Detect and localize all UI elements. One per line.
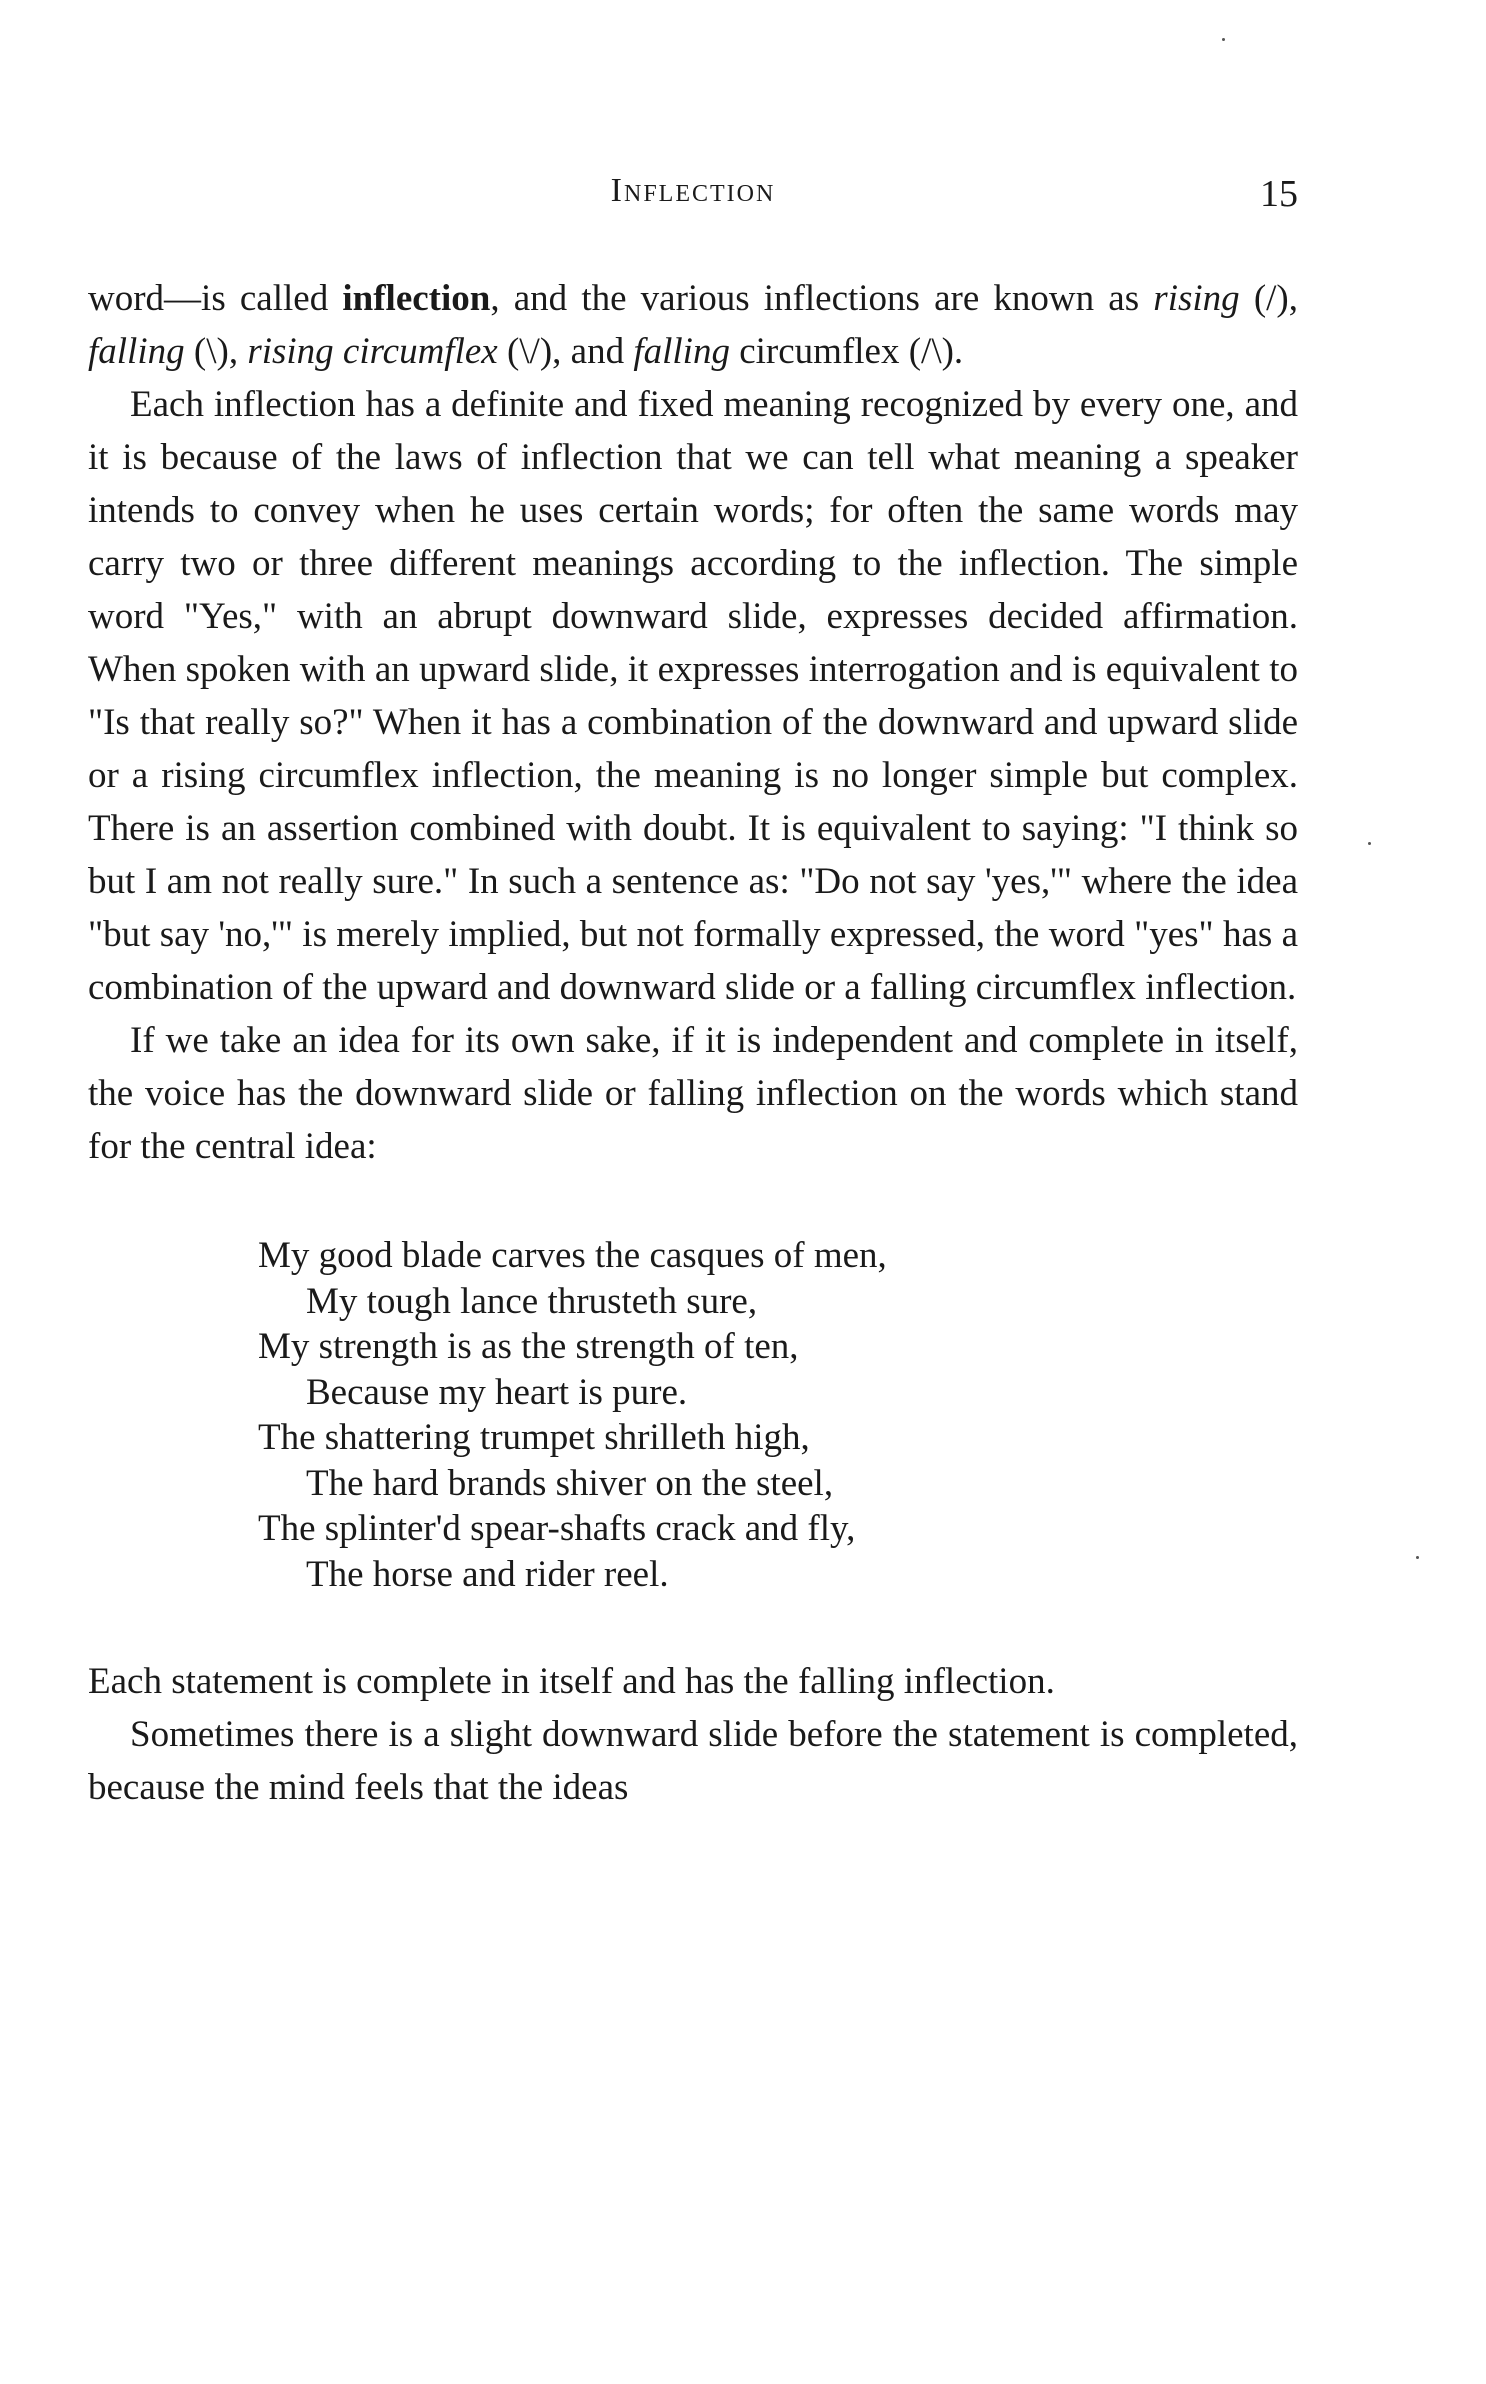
text-run: , and the various inflections are known as [490, 278, 1154, 319]
poem-line: My good blade carves the casques of men, [258, 1235, 887, 1276]
scan-speck [1222, 38, 1225, 41]
poem-line: The shattering trumpet shrilleth high, [258, 1417, 810, 1458]
term-rising-circumflex: rising circumflex [247, 331, 498, 372]
poem-line: My tough lance thrusteth sure, [306, 1280, 758, 1322]
paragraph: Each inflection has a definite and fixed meaning recognized by every one, and it is because of the laws of inflection that we can tell what meaning a speaker intends to convey when he uses certain words; for often the same words may carry two or three different meanings according to the inflection. The simple word "Yes," with an abrupt downward slide, expresses decided affirmation. When spoken with an upward slide, it expresses interrogation and is equivalent to "Is that really so?" When it has a combination of the downward and upward slide or a rising circumflex inflection, the meaning is no longer simple but complex. There is an assertion combined with doubt. It is equivalent to saying: "I think so but I am not really sure." In such a sentence as: "Do not say 'yes,'" where the idea "but say 'no,'" is merely implied, but not formally expressed, the word "yes" has a combination of the upward and downward slide or a falling circumflex inflection. [88, 384, 1298, 1008]
term-inflection: inflection [342, 278, 491, 319]
scan-speck [1368, 842, 1371, 845]
running-title: Inflection [610, 172, 776, 209]
paragraph: Sometimes there is a slight downward slide before the statement is completed, because the mind feels that the ideas [88, 1714, 1298, 1808]
rising-circumflex-mark: (\/) [506, 331, 553, 372]
poem-line: The hard brands shiver on the steel, [306, 1462, 834, 1504]
poem-line: The horse and rider reel. [306, 1553, 669, 1595]
body-text [88, 272, 1298, 1814]
paragraph: If we take an idea for its own sake, if it is independent and complete in itself, the voice has the downward slide or falling inflection on the words which stand for the central idea: [88, 1020, 1298, 1167]
text-run: , [228, 331, 248, 372]
term-falling: falling [88, 331, 185, 372]
text-run: , and [552, 331, 634, 372]
poem-line: Because my heart is pure. [306, 1371, 688, 1413]
page-number: 15 [1260, 173, 1298, 215]
poem-line: The splinter'd spear-shafts crack and fly, [258, 1508, 856, 1549]
term-falling-circumflex: falling [633, 331, 730, 372]
falling-mark: (\) [193, 331, 229, 372]
paragraph: Each statement is complete in itself and has the falling inflection. [88, 1661, 1055, 1702]
scan-speck [1416, 1556, 1419, 1559]
rising-mark: (/) [1253, 278, 1289, 319]
poem-quotation [258, 1233, 1298, 1597]
poem-line: My strength is as the strength of ten, [258, 1326, 799, 1367]
term-rising: rising [1153, 278, 1240, 319]
text-run: , [1288, 278, 1298, 319]
text-run: circumflex (/\). [729, 331, 964, 372]
paragraph-continued [88, 272, 1298, 378]
running-head [88, 172, 1298, 220]
text-run: word—is called [88, 278, 343, 319]
